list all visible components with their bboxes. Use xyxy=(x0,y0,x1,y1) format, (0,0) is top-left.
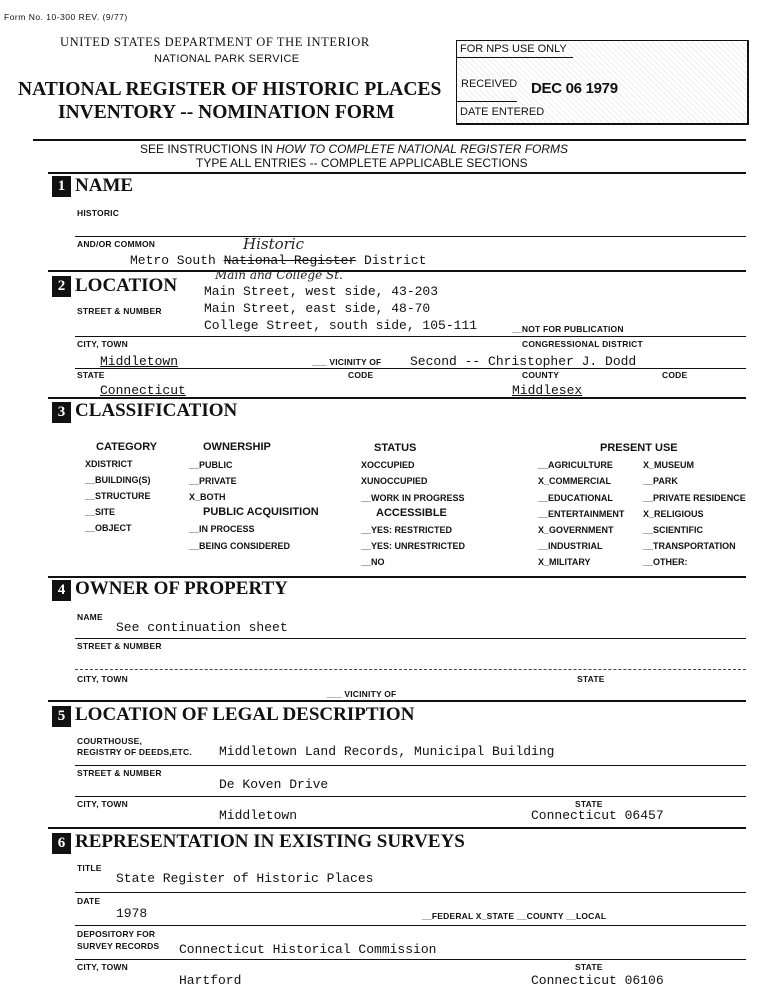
accessible-header: ACCESSIBLE xyxy=(376,507,447,519)
nps-use-box xyxy=(456,40,749,125)
state-value: Connecticut xyxy=(100,383,186,398)
department-name: UNITED STATES DEPARTMENT OF THE INTERIOR xyxy=(60,35,370,49)
congressional-district-label: CONGRESSIONAL DISTRICT xyxy=(522,339,643,349)
section5-top-rule xyxy=(48,700,746,702)
use-private-residence: __PRIVATE RESIDENCE xyxy=(643,493,746,503)
access-unrestricted: __YES: UNRESTRICTED xyxy=(361,541,466,551)
street-line-1: Main Street, west side, 43-203 xyxy=(204,284,439,299)
use-museum: X_MUSEUM xyxy=(643,460,695,470)
ownership-header: OWNERSHIP xyxy=(203,441,271,453)
section3-title: CLASSIFICATION xyxy=(75,400,238,421)
present-use-header: PRESENT USE xyxy=(600,442,678,454)
section3-top-rule xyxy=(48,397,746,399)
nps-divider-2 xyxy=(457,101,517,102)
location-handwritten-note: Main and College St. xyxy=(215,268,343,282)
instructions-line2: TYPE ALL ENTRIES -- COMPLETE APPLICABLE SECTIONS xyxy=(196,156,528,170)
legal-city-label: CITY, TOWN xyxy=(77,799,128,809)
instructions-title: HOW TO COMPLETE NATIONAL REGISTER FORMS xyxy=(276,142,569,156)
received-stamp: DEC 06 1979 xyxy=(531,80,618,97)
depository-rule xyxy=(75,959,746,960)
survey-title-value: State Register of Historic Places xyxy=(116,871,374,886)
survey-date-value: 1978 xyxy=(116,906,148,921)
survey-date-label: DATE xyxy=(77,896,101,906)
city-rule xyxy=(75,368,746,369)
legal-street-label: STREET & NUMBER xyxy=(77,768,162,778)
city-value: Middletown xyxy=(100,354,179,369)
courthouse-label-2: REGISTRY OF DEEDS,ETC. xyxy=(77,747,192,757)
public-acquisition-header: PUBLIC ACQUISITION xyxy=(203,506,319,518)
category-object: __OBJECT xyxy=(85,523,132,533)
legal-street-rule xyxy=(75,796,746,797)
owner-city-label: CITY, TOWN xyxy=(77,674,128,684)
use-scientific: __SCIENTIFIC xyxy=(643,525,704,535)
state-label: STATE xyxy=(77,370,105,380)
ownership-public: __PUBLIC xyxy=(189,460,233,470)
section2-number: 2 xyxy=(52,276,71,297)
survey-date-rule xyxy=(75,925,746,926)
use-religious: X_RELIGIOUS xyxy=(643,509,704,519)
section1-number: 1 xyxy=(52,176,71,197)
form-title-line2: INVENTORY -- NOMINATION FORM xyxy=(58,102,395,123)
access-restricted: __YES: RESTRICTED xyxy=(361,525,453,535)
common-name-label: AND/OR COMMON xyxy=(77,239,156,249)
street-line-3: College Street, south side, 105-111 xyxy=(204,318,478,333)
category-site: __SITE xyxy=(85,507,116,517)
survey-levels: __FEDERAL X_STATE __COUNTY __LOCAL xyxy=(422,911,607,921)
category-buildings: __BUILDING(S) xyxy=(85,475,151,485)
survey-city-label: CITY, TOWN xyxy=(77,962,128,972)
instructions-text: SEE INSTRUCTIONS IN xyxy=(140,142,277,156)
owner-street-rule xyxy=(75,669,746,670)
courthouse-label-1: COURTHOUSE, xyxy=(77,736,143,746)
owner-name-value: See continuation sheet xyxy=(116,620,288,635)
access-no: __NO xyxy=(361,557,385,567)
courthouse-rule xyxy=(75,765,746,766)
owner-vicinity-label: ___ VICINITY OF xyxy=(327,689,397,699)
use-industrial: __INDUSTRIAL xyxy=(538,541,603,551)
county-value: Middlesex xyxy=(512,383,583,398)
category-structure: __STRUCTURE xyxy=(85,491,151,501)
legal-city-value: Middletown xyxy=(219,808,298,823)
header-rule xyxy=(33,139,746,141)
owner-street-label: STREET & NUMBER xyxy=(77,641,162,651)
section4-title: OWNER OF PROPERTY xyxy=(75,578,288,599)
historic-rule xyxy=(75,236,746,237)
service-name: NATIONAL PARK SERVICE xyxy=(154,53,300,65)
ownership-both: X_BOTH xyxy=(189,492,226,502)
depository-value: Connecticut Historical Commission xyxy=(179,942,437,957)
section1-title: NAME xyxy=(75,175,134,196)
vicinity-label: ___ VICINITY OF xyxy=(312,357,382,367)
common-name-suffix: District xyxy=(356,253,427,268)
ownership-private: __PRIVATE xyxy=(189,476,237,486)
common-name-struck: National Register xyxy=(223,253,357,268)
historic-label: HISTORIC xyxy=(77,208,120,218)
use-transportation: __TRANSPORTATION xyxy=(643,541,736,551)
date-entered-label: DATE ENTERED xyxy=(460,106,545,118)
survey-state-label: STATE xyxy=(575,962,603,972)
section2-top-rule xyxy=(48,270,746,272)
section5-title: LOCATION OF LEGAL DESCRIPTION xyxy=(75,704,415,725)
survey-title-label: TITLE xyxy=(77,863,102,873)
status-unoccupied: XUNOCCUPIED xyxy=(361,476,428,486)
form-title-line1: NATIONAL REGISTER OF HISTORIC PLACES xyxy=(18,79,442,100)
form-number: Form No. 10-300 REV. (9/77) xyxy=(4,12,128,22)
status-occupied: XOCCUPIED xyxy=(361,460,415,470)
category-header: CATEGORY xyxy=(96,441,158,453)
survey-city-value: Hartford xyxy=(179,973,242,988)
status-header: STATUS xyxy=(374,442,417,454)
section1-top-rule xyxy=(48,172,746,174)
survey-state-value: Connecticut 06106 xyxy=(531,973,664,988)
street-number-label: STREET & NUMBER xyxy=(77,306,162,316)
survey-title-rule xyxy=(75,892,746,893)
use-military: X_MILITARY xyxy=(538,557,591,567)
depository-label-1: DEPOSITORY FOR xyxy=(77,929,156,939)
status-work-in-progress: __WORK IN PROGRESS xyxy=(361,493,465,503)
owner-name-rule xyxy=(75,638,746,639)
legal-state-label: STATE xyxy=(575,799,603,809)
section6-top-rule xyxy=(48,827,746,829)
street-rule xyxy=(75,336,746,337)
code-label: CODE xyxy=(348,370,374,380)
county-code-label: CODE xyxy=(662,370,688,380)
common-name-value xyxy=(130,253,426,268)
section2-title: LOCATION xyxy=(75,275,178,296)
not-for-publication-label: __NOT FOR PUBLICATION xyxy=(512,324,624,334)
legal-street-value: De Koven Drive xyxy=(219,777,329,792)
received-label: RECEIVED xyxy=(461,78,518,90)
common-name-prefix: Metro South xyxy=(130,253,224,268)
use-entertainment: __ENTERTAINMENT xyxy=(538,509,625,519)
legal-state-value: Connecticut 06457 xyxy=(531,808,664,823)
use-government: X_GOVERNMENT xyxy=(538,525,614,535)
acquisition-in-process: __IN PROCESS xyxy=(189,524,255,534)
depository-label-2: SURVEY RECORDS xyxy=(77,941,160,951)
street-line-2: Main Street, east side, 48-70 xyxy=(204,301,431,316)
section6-title: REPRESENTATION IN EXISTING SURVEYS xyxy=(75,831,465,852)
instructions-line1 xyxy=(140,142,568,156)
use-commercial: X_COMMERCIAL xyxy=(538,476,612,486)
common-handwritten-note: Historic xyxy=(243,235,305,253)
section5-number: 5 xyxy=(52,706,71,727)
nps-use-only-label: FOR NPS USE ONLY xyxy=(460,43,567,55)
section6-number: 6 xyxy=(52,833,71,854)
use-other: __OTHER: xyxy=(643,557,688,567)
section3-number: 3 xyxy=(52,402,71,423)
use-agriculture: __AGRICULTURE xyxy=(538,460,613,470)
owner-state-label: STATE xyxy=(577,674,605,684)
category-district: XDISTRICT xyxy=(85,459,133,469)
courthouse-value: Middletown Land Records, Municipal Building xyxy=(219,744,555,759)
congressional-district-value: Second -- Christopher J. Dodd xyxy=(410,354,637,369)
acquisition-being-considered: __BEING CONSIDERED xyxy=(189,541,291,551)
nps-divider-1 xyxy=(457,57,573,58)
use-educational: __EDUCATIONAL xyxy=(538,493,613,503)
city-town-label: CITY, TOWN xyxy=(77,339,128,349)
owner-name-label: NAME xyxy=(77,612,103,622)
use-park: __PARK xyxy=(643,476,678,486)
county-label: COUNTY xyxy=(522,370,560,380)
section4-number: 4 xyxy=(52,580,71,601)
